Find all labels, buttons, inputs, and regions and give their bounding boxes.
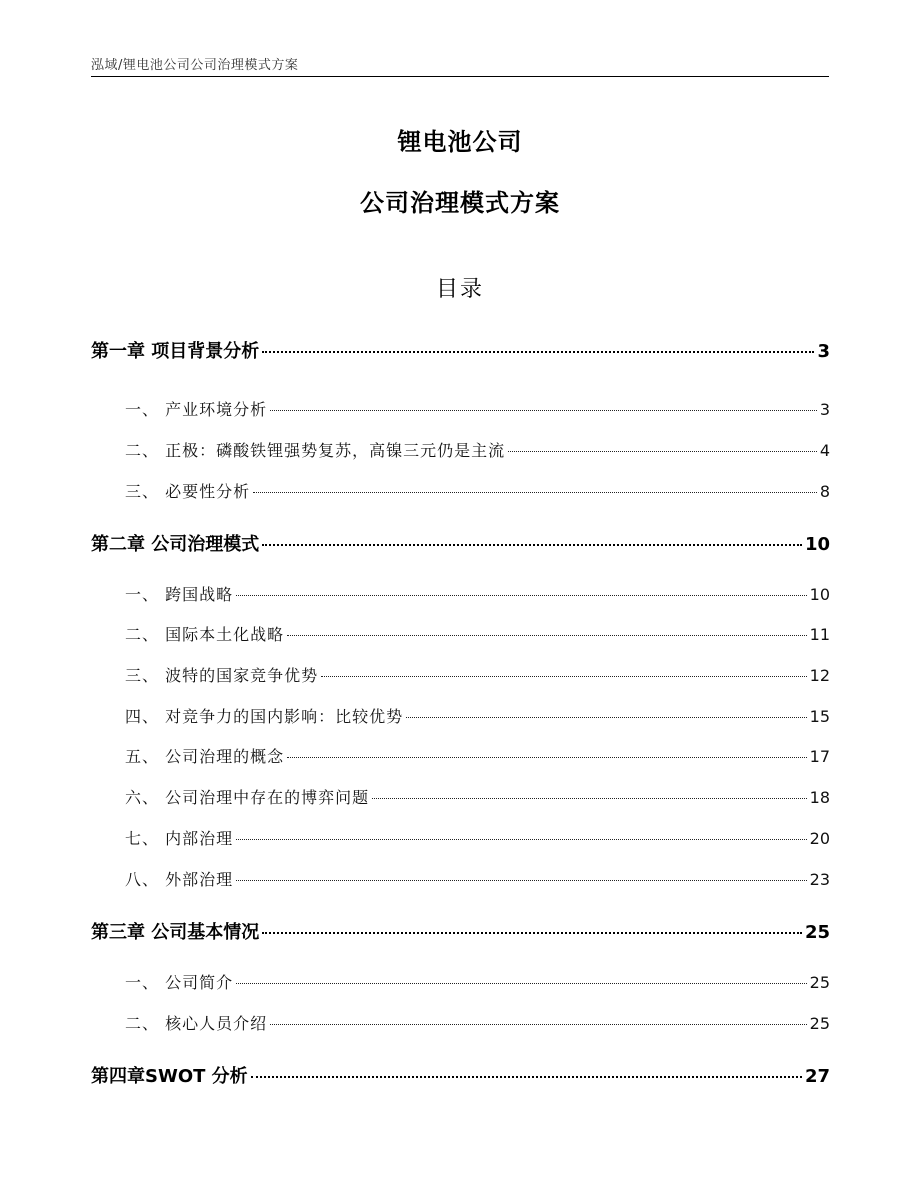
toc-entry-label: 四、 对竞争力的国内影响：比较优势 (125, 707, 404, 726)
toc-entry-page: 18 (809, 788, 830, 807)
toc-entry-page: 15 (809, 707, 830, 726)
toc-entry-section[interactable] (125, 663, 830, 686)
toc-entry-label: 第二章 公司治理模式 (91, 534, 260, 555)
toc-entry-section[interactable] (125, 867, 830, 890)
toc-entry-section[interactable] (125, 785, 830, 808)
toc-entry-page: 17 (809, 747, 830, 766)
dot-leader (321, 676, 807, 677)
toc-entry-page: 20 (809, 829, 830, 848)
toc-entry-section[interactable] (125, 438, 830, 461)
document-title: 锂电池公司 (397, 128, 523, 156)
toc-entry-label: 一、 跨国战略 (125, 585, 234, 604)
dot-leader (508, 451, 817, 452)
toc-entry-label: 七、 内部治理 (125, 829, 234, 848)
toc-entry-label: 六、 公司治理中存在的博弈问题 (125, 788, 370, 807)
toc-entry-chapter-4[interactable] (91, 1062, 830, 1088)
toc-entry-section[interactable] (125, 744, 830, 767)
toc-entry-label: 二、 国际本土化战略 (125, 625, 285, 644)
toc-entry-page: 10 (804, 534, 830, 555)
toc-entry-page: 25 (809, 973, 830, 992)
toc-entry-chapter-3[interactable] (91, 918, 830, 944)
toc-entry-page: 4 (819, 441, 830, 460)
dot-leader (251, 1076, 802, 1078)
toc-entry-section[interactable] (125, 622, 830, 645)
toc-entry-label: 一、 产业环境分析 (125, 400, 268, 419)
dot-leader (372, 798, 807, 799)
toc-entry-page: 3 (817, 341, 830, 362)
dot-leader (262, 932, 802, 934)
dot-leader (236, 983, 807, 984)
document-subtitle: 公司治理模式方案 (360, 189, 560, 217)
dot-leader (262, 544, 802, 546)
dot-leader (236, 839, 807, 840)
dot-leader (406, 717, 807, 718)
toc-entry-section[interactable] (125, 970, 830, 993)
toc-entry-page: 23 (809, 870, 830, 889)
toc-entry-section[interactable] (125, 582, 830, 605)
toc-entry-chapter-2[interactable] (91, 530, 830, 556)
toc-entry-page: 12 (809, 666, 830, 685)
toc-entry-section[interactable] (125, 826, 830, 849)
dot-leader (270, 1024, 807, 1025)
toc-entry-page: 3 (819, 400, 830, 419)
dot-leader (253, 492, 817, 493)
toc-entry-page: 27 (804, 1066, 830, 1087)
header-rule (91, 76, 829, 77)
toc-entry-page: 10 (809, 585, 830, 604)
toc-entry-section[interactable] (125, 479, 830, 502)
toc-entry-section[interactable] (125, 1011, 830, 1034)
dot-leader (236, 880, 807, 881)
toc-entry-label: 二、 正极：磷酸铁锂强势复苏，高镍三元仍是主流 (125, 441, 506, 460)
toc-entry-label: 二、 核心人员介绍 (125, 1014, 268, 1033)
toc-entry-label: 第四章SWOT 分析 (91, 1066, 248, 1087)
dot-leader (270, 410, 817, 411)
toc-entry-label: 八、 外部治理 (125, 870, 234, 889)
running-header: 泓域/锂电池公司公司治理模式方案 (91, 58, 299, 73)
toc-entry-page: 25 (804, 922, 830, 943)
dot-leader (236, 595, 807, 596)
toc-entry-label: 第一章 项目背景分析 (91, 341, 260, 362)
toc-entry-page: 25 (809, 1014, 830, 1033)
toc-entry-page: 11 (809, 625, 830, 644)
toc-entry-section[interactable] (125, 397, 830, 420)
toc-entry-label: 五、 公司治理的概念 (125, 747, 285, 766)
toc-entry-label: 一、 公司简介 (125, 973, 234, 992)
toc-entry-page: 8 (819, 482, 830, 501)
toc-heading: 目录 (435, 277, 484, 302)
toc-entry-section[interactable] (125, 704, 830, 727)
dot-leader (287, 635, 807, 636)
toc-entry-label: 三、 波特的国家竞争优势 (125, 666, 319, 685)
dot-leader (262, 351, 814, 353)
toc-entry-label: 三、 必要性分析 (125, 482, 251, 501)
dot-leader (287, 757, 807, 758)
toc-entry-label: 第三章 公司基本情况 (91, 922, 260, 943)
toc-entry-chapter-1[interactable] (91, 337, 830, 363)
